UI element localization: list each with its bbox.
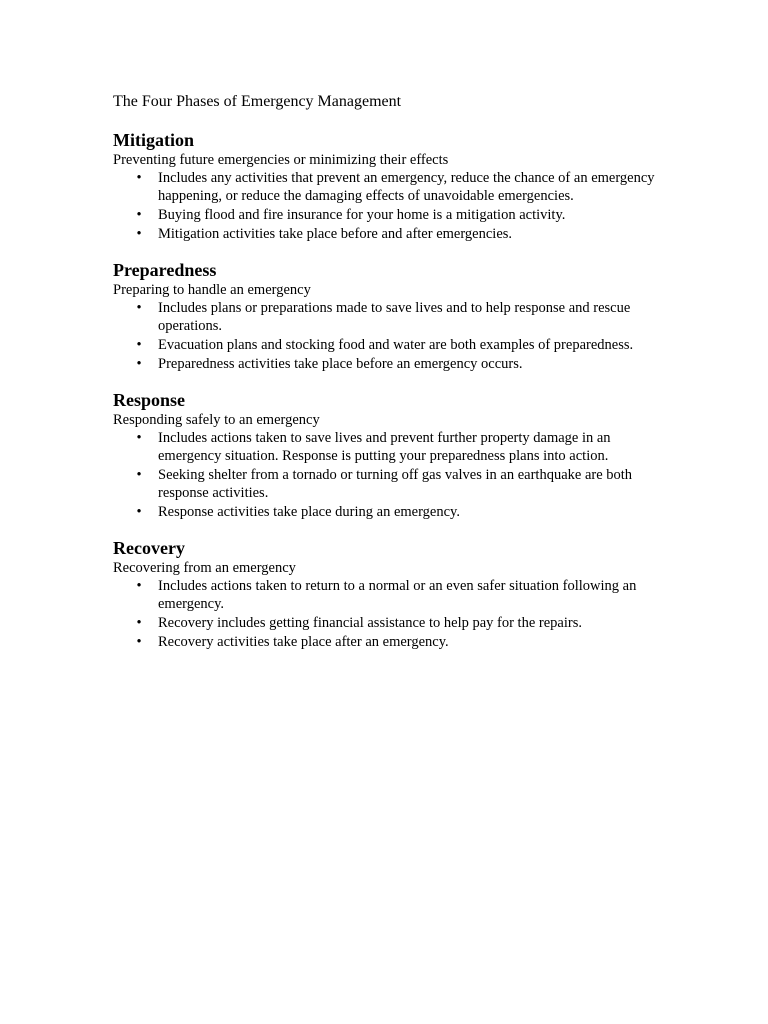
section-subtitle: Preventing future emergencies or minimizing their effects xyxy=(113,152,449,168)
bullet-list xyxy=(113,299,673,373)
list-item xyxy=(113,503,673,521)
bullet-icon: • xyxy=(136,578,142,594)
list-item xyxy=(113,206,673,224)
section-mitigation xyxy=(113,129,673,243)
list-item xyxy=(113,355,673,373)
list-item xyxy=(113,336,673,354)
section-heading: Preparedness xyxy=(113,260,217,280)
bullet-icon: • xyxy=(136,634,142,650)
list-item-text: Includes plans or preparations made to save lives and to help response and rescue operations. xyxy=(158,300,631,334)
list-item-text: Preparedness activities take place before an emergency occurs. xyxy=(158,356,523,372)
list-item-text: Response activities take place during an emergency. xyxy=(158,504,460,520)
bullet-list xyxy=(113,169,673,243)
section-heading: Mitigation xyxy=(113,130,194,150)
bullet-icon: • xyxy=(136,170,142,186)
list-item xyxy=(113,633,673,651)
bullet-icon: • xyxy=(136,504,142,520)
bullet-icon: • xyxy=(136,300,142,316)
list-item-text: Evacuation plans and stocking food and water are both examples of preparedness. xyxy=(158,337,634,353)
section-heading: Response xyxy=(113,390,186,410)
section-subtitle: Recovering from an emergency xyxy=(113,560,296,576)
list-item xyxy=(113,299,673,335)
list-item xyxy=(113,466,673,502)
section-heading: Recovery xyxy=(113,538,185,558)
list-item-text: Mitigation activities take place before and after emergencies. xyxy=(158,226,513,242)
bullet-icon: • xyxy=(136,207,142,223)
list-item-text: Recovery includes getting financial assistance to help pay for the repairs. xyxy=(158,615,582,631)
list-item-text: Includes any activities that prevent an emergency, reduce the chance of an emergency happening, or reduce the damaging effects of unavoidable emergencies. xyxy=(158,170,655,204)
list-item-text: Seeking shelter from a tornado or turning off gas valves in an earthquake are both response activities. xyxy=(158,467,633,501)
list-item xyxy=(113,429,673,465)
document-page xyxy=(113,92,673,652)
list-item xyxy=(113,169,673,205)
list-item xyxy=(113,614,673,632)
list-item-text: Buying flood and fire insurance for your home is a mitigation activity. xyxy=(158,207,566,223)
bullet-list xyxy=(113,429,673,521)
bullet-list xyxy=(113,577,673,651)
bullet-icon: • xyxy=(136,467,142,483)
list-item xyxy=(113,225,673,243)
bullet-icon: • xyxy=(136,337,142,353)
section-subtitle: Responding safely to an emergency xyxy=(113,412,320,428)
list-item-text: Includes actions taken to save lives and prevent further property damage in an emergency situation. Response is putting your preparedness plans into action. xyxy=(158,430,611,464)
section-subtitle: Preparing to handle an emergency xyxy=(113,282,311,298)
section-response xyxy=(113,389,673,521)
bullet-icon: • xyxy=(136,615,142,631)
document-title: The Four Phases of Emergency Management xyxy=(113,93,402,110)
section-recovery xyxy=(113,537,673,651)
section-preparedness xyxy=(113,259,673,373)
list-item xyxy=(113,577,673,613)
bullet-icon: • xyxy=(136,226,142,242)
bullet-icon: • xyxy=(136,430,142,446)
list-item-text: Includes actions taken to return to a normal or an even safer situation following an emergency. xyxy=(158,578,637,612)
bullet-icon: • xyxy=(136,356,142,372)
list-item-text: Recovery activities take place after an emergency. xyxy=(158,634,449,650)
